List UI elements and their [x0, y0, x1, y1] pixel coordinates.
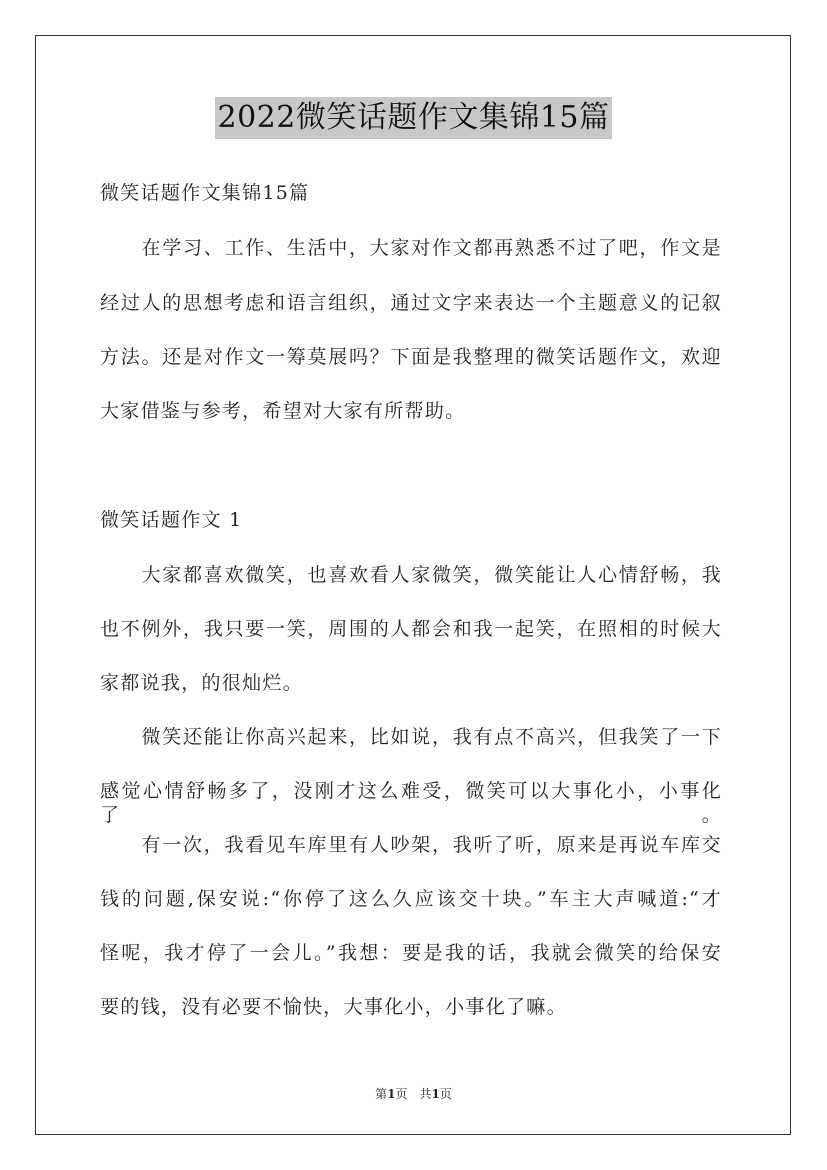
page-footer	[0, 1085, 827, 1102]
intro-line-3: 方法。还是对作文一筹莫展吗？下面是我整理的微笑话题作文，欢迎	[100, 346, 722, 368]
intro-line-2: 经过人的思想考虑和语言组织，通过文字来表达一个主题意义的记叙	[100, 292, 722, 314]
title-container	[0, 97, 827, 139]
footer-current-page: 1	[387, 1087, 396, 1101]
body-line-2: 也不例外，我只要一笑，周围的人都会和我一起笑，在照相的时候大	[100, 618, 722, 640]
intro-line-4: 大家借鉴与参考，希望对大家有所帮助。	[100, 400, 466, 422]
body-line-5: 感觉心情舒畅多了，没刚才这么难受，微笑可以大事化小，小事化了。	[100, 780, 722, 826]
body-line-3: 家都说我，的很灿烂。	[100, 672, 304, 694]
footer-suffix: 页	[439, 1087, 452, 1101]
body-line-9: 要的钱，没有必要不愉快，大事化小，小事化了嘛。	[100, 996, 567, 1018]
footer-total-pages: 1	[431, 1087, 440, 1101]
body-line-1: 大家都喜欢微笑，也喜欢看人家微笑，微笑能让人心情舒畅，我	[100, 564, 722, 586]
body-line-8: 怪呢，我才停了一会儿。”我想：要是我的话，我就会微笑的给保安	[100, 942, 722, 964]
intro-line-1: 在学习、工作、生活中，大家对作文都再熟悉不过了吧，作文是	[100, 237, 722, 259]
body-line-4: 微笑还能让你高兴起来，比如说，我有点不高兴，但我笑了一下	[100, 726, 722, 748]
subtitle: 微笑话题作文集锦15篇	[100, 182, 310, 204]
document-title: 2022微笑话题作文集锦15篇	[215, 97, 611, 139]
footer-prefix: 第	[375, 1087, 388, 1101]
body-line-6: 有一次，我看见车库里有人吵架，我听了听，原来是再说车库交	[100, 834, 722, 856]
body-line-7: 钱的问题,保安说:“你停了这么久应该交十块。”车主大声喊道:“才	[100, 888, 722, 910]
section-heading: 微笑话题作文 1	[100, 509, 243, 531]
footer-mid: 页 共	[395, 1087, 432, 1101]
